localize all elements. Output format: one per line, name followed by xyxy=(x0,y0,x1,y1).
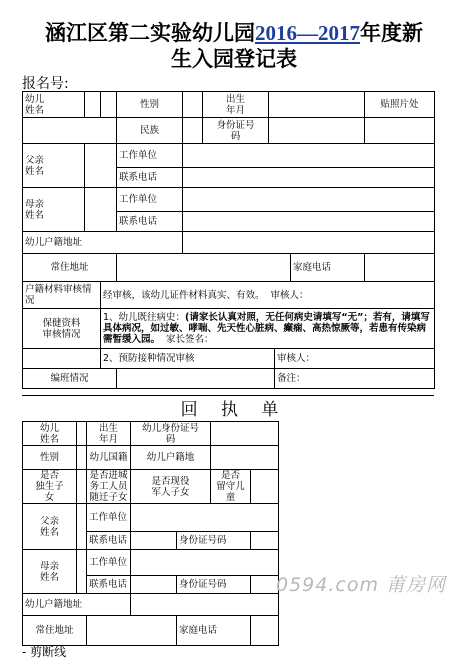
receipt-nationality-label: 幼儿国籍 xyxy=(87,446,131,470)
receipt-birth-label: 出生 年月 xyxy=(87,422,131,446)
birth-value[interactable] xyxy=(269,92,365,118)
receipt-residence-label: 常住地址 xyxy=(23,616,87,646)
receipt-household-addr-label: 幼儿户籍地址 xyxy=(23,594,131,616)
household-reviewer-label: 审核人： xyxy=(270,289,309,301)
receipt-father-name-value[interactable] xyxy=(77,504,87,550)
child-name-cell-2[interactable] xyxy=(101,92,117,118)
receipt-child-name-label: 幼儿 姓名 xyxy=(23,422,77,446)
household-review-label: 户籍材料审核情况 xyxy=(23,282,101,309)
receipt-top-rule xyxy=(22,395,434,396)
receipt-home-phone-label: 家庭电话 xyxy=(177,616,251,646)
receipt-father-phone-value[interactable] xyxy=(131,532,177,550)
receipt-household-value[interactable] xyxy=(211,446,279,470)
receipt-father-name-label: 父亲 姓名 xyxy=(23,504,77,550)
receipt-household-label: 幼儿户籍地 xyxy=(131,446,211,470)
receipt-military-label: 是否现役 军人子女 xyxy=(131,470,211,504)
father-work-unit-label: 工作单位 xyxy=(117,144,183,168)
father-phone-label: 联系电话 xyxy=(117,168,183,188)
receipt-father-id-value[interactable] xyxy=(251,532,279,550)
receipt-left-behind-value[interactable] xyxy=(251,470,279,504)
vaccination-reviewer-label: 审核人： xyxy=(277,353,316,364)
medical-history-cell[interactable] xyxy=(101,309,435,349)
receipt-gender-label: 性别 xyxy=(23,446,77,470)
birth-label: 出生 年月 xyxy=(203,92,269,118)
receipt-title: 回 执 单 xyxy=(180,400,288,420)
receipt-mother-phone-value[interactable] xyxy=(131,576,177,594)
receipt-mother-name-value[interactable] xyxy=(77,550,87,594)
remarks-cell[interactable] xyxy=(275,369,435,389)
receipt-migrant-label: 是否进城 务工人员 随迁子女 xyxy=(87,470,131,504)
receipt-mother-work-value[interactable] xyxy=(131,550,279,576)
mother-phone-label: 联系电话 xyxy=(117,212,183,232)
mother-work-unit-value[interactable] xyxy=(183,188,435,212)
home-phone-value[interactable] xyxy=(365,254,435,282)
title-year-start: 2016 xyxy=(255,21,297,45)
receipt-left-behind-label: 是否 留守儿 童 xyxy=(211,470,251,504)
form-title-line-2: 生入园登记表 xyxy=(171,47,297,71)
gender-label: 性别 xyxy=(117,92,183,118)
child-name-cell-1[interactable] xyxy=(85,92,101,118)
title-year-range xyxy=(255,21,360,45)
gender-value[interactable] xyxy=(183,92,203,118)
household-address-label: 幼儿户籍地址 xyxy=(23,232,183,254)
receipt-household-addr-value[interactable] xyxy=(131,594,279,616)
title-school: 涵江区第二实验幼儿园 xyxy=(45,21,255,45)
residence-address-label: 常住地址 xyxy=(23,254,117,282)
health-review-label-cont xyxy=(23,349,101,369)
vaccination-reviewer-cell[interactable] xyxy=(275,349,435,369)
class-placement-label: 编班情况 xyxy=(23,369,117,389)
receipt-mother-phone-label: 联系电话 xyxy=(87,576,131,594)
watermark: 0594.com 莆房网 xyxy=(275,574,446,596)
registration-number-label: 报名号: xyxy=(22,76,69,92)
ethnicity-row-label xyxy=(23,118,117,144)
receipt-mother-work-label: 工作单位 xyxy=(87,550,131,576)
receipt-table xyxy=(22,421,279,646)
title-dash: — xyxy=(297,21,318,45)
title-year-end: 2017 xyxy=(318,21,360,45)
ethnicity-value[interactable] xyxy=(183,118,203,144)
mother-name-label: 母亲 姓名 xyxy=(23,188,85,232)
receipt-residence-value[interactable] xyxy=(87,616,177,646)
health-review-label: 保健资料 审核情况 xyxy=(23,309,101,349)
id-number-value[interactable] xyxy=(269,118,365,144)
photo-area: 贴照片处 xyxy=(365,92,435,118)
receipt-child-id-label: 幼儿身份证号 码 xyxy=(131,422,211,446)
father-phone-value[interactable] xyxy=(183,168,435,188)
receipt-gender-value[interactable] xyxy=(77,446,87,470)
receipt-home-phone-value[interactable] xyxy=(251,616,279,646)
registration-form-table xyxy=(22,91,435,389)
receipt-child-id-value[interactable] xyxy=(211,422,279,446)
receipt-mother-name-label: 母亲 姓名 xyxy=(23,550,77,594)
receipt-mother-id-label: 身份证号码 xyxy=(177,576,251,594)
form-title-line-1 xyxy=(0,21,468,45)
mother-phone-value[interactable] xyxy=(183,212,435,232)
receipt-father-phone-label: 联系电话 xyxy=(87,532,131,550)
photo-area-cont xyxy=(365,118,435,144)
parent-signature-label: 家长签名： xyxy=(166,334,214,345)
medical-history-label: 1、幼儿既往病史： xyxy=(103,312,186,323)
receipt-only-child-label: 是否 独生子 女 xyxy=(23,470,77,504)
father-name-label: 父亲 姓名 xyxy=(23,144,85,188)
father-work-unit-value[interactable] xyxy=(183,144,435,168)
receipt-father-id-label: 身份证号码 xyxy=(177,532,251,550)
ethnicity-label: 民族 xyxy=(117,118,183,144)
household-review-text: 经审核，该幼儿证件材料真实、有效。 xyxy=(103,289,265,301)
residence-address-value[interactable] xyxy=(117,254,291,282)
id-number-label: 身份证号 码 xyxy=(203,118,269,144)
receipt-mother-id-value[interactable] xyxy=(251,576,279,594)
receipt-father-work-label: 工作单位 xyxy=(87,504,131,532)
child-name-label: 幼儿 姓名 xyxy=(23,92,85,118)
father-name-value[interactable] xyxy=(85,144,117,188)
receipt-child-name-value[interactable] xyxy=(77,422,87,446)
cut-line-label: - 剪断线 xyxy=(22,645,67,659)
title-suffix: 年度新 xyxy=(360,21,423,45)
vaccination-label: 2、预防接种情况审核 xyxy=(101,349,275,369)
receipt-only-child-value[interactable] xyxy=(77,470,87,504)
medical-history-note: (请家长认真对照，无任何病史请填写“无”；若有，请填写具体病况，如过敏、哮喘、先天性心脏病、癫痫、高热惊厥等，若患有传染病需暂缓入园。 xyxy=(103,312,430,345)
mother-work-unit-label: 工作单位 xyxy=(117,188,183,212)
remarks-label: 备注： xyxy=(277,373,306,384)
home-phone-label: 家庭电话 xyxy=(291,254,365,282)
mother-name-value[interactable] xyxy=(85,188,117,232)
household-address-value[interactable] xyxy=(183,232,435,254)
household-review-cell[interactable] xyxy=(101,282,435,309)
class-placement-value[interactable] xyxy=(117,369,275,389)
receipt-father-work-value[interactable] xyxy=(131,504,279,532)
